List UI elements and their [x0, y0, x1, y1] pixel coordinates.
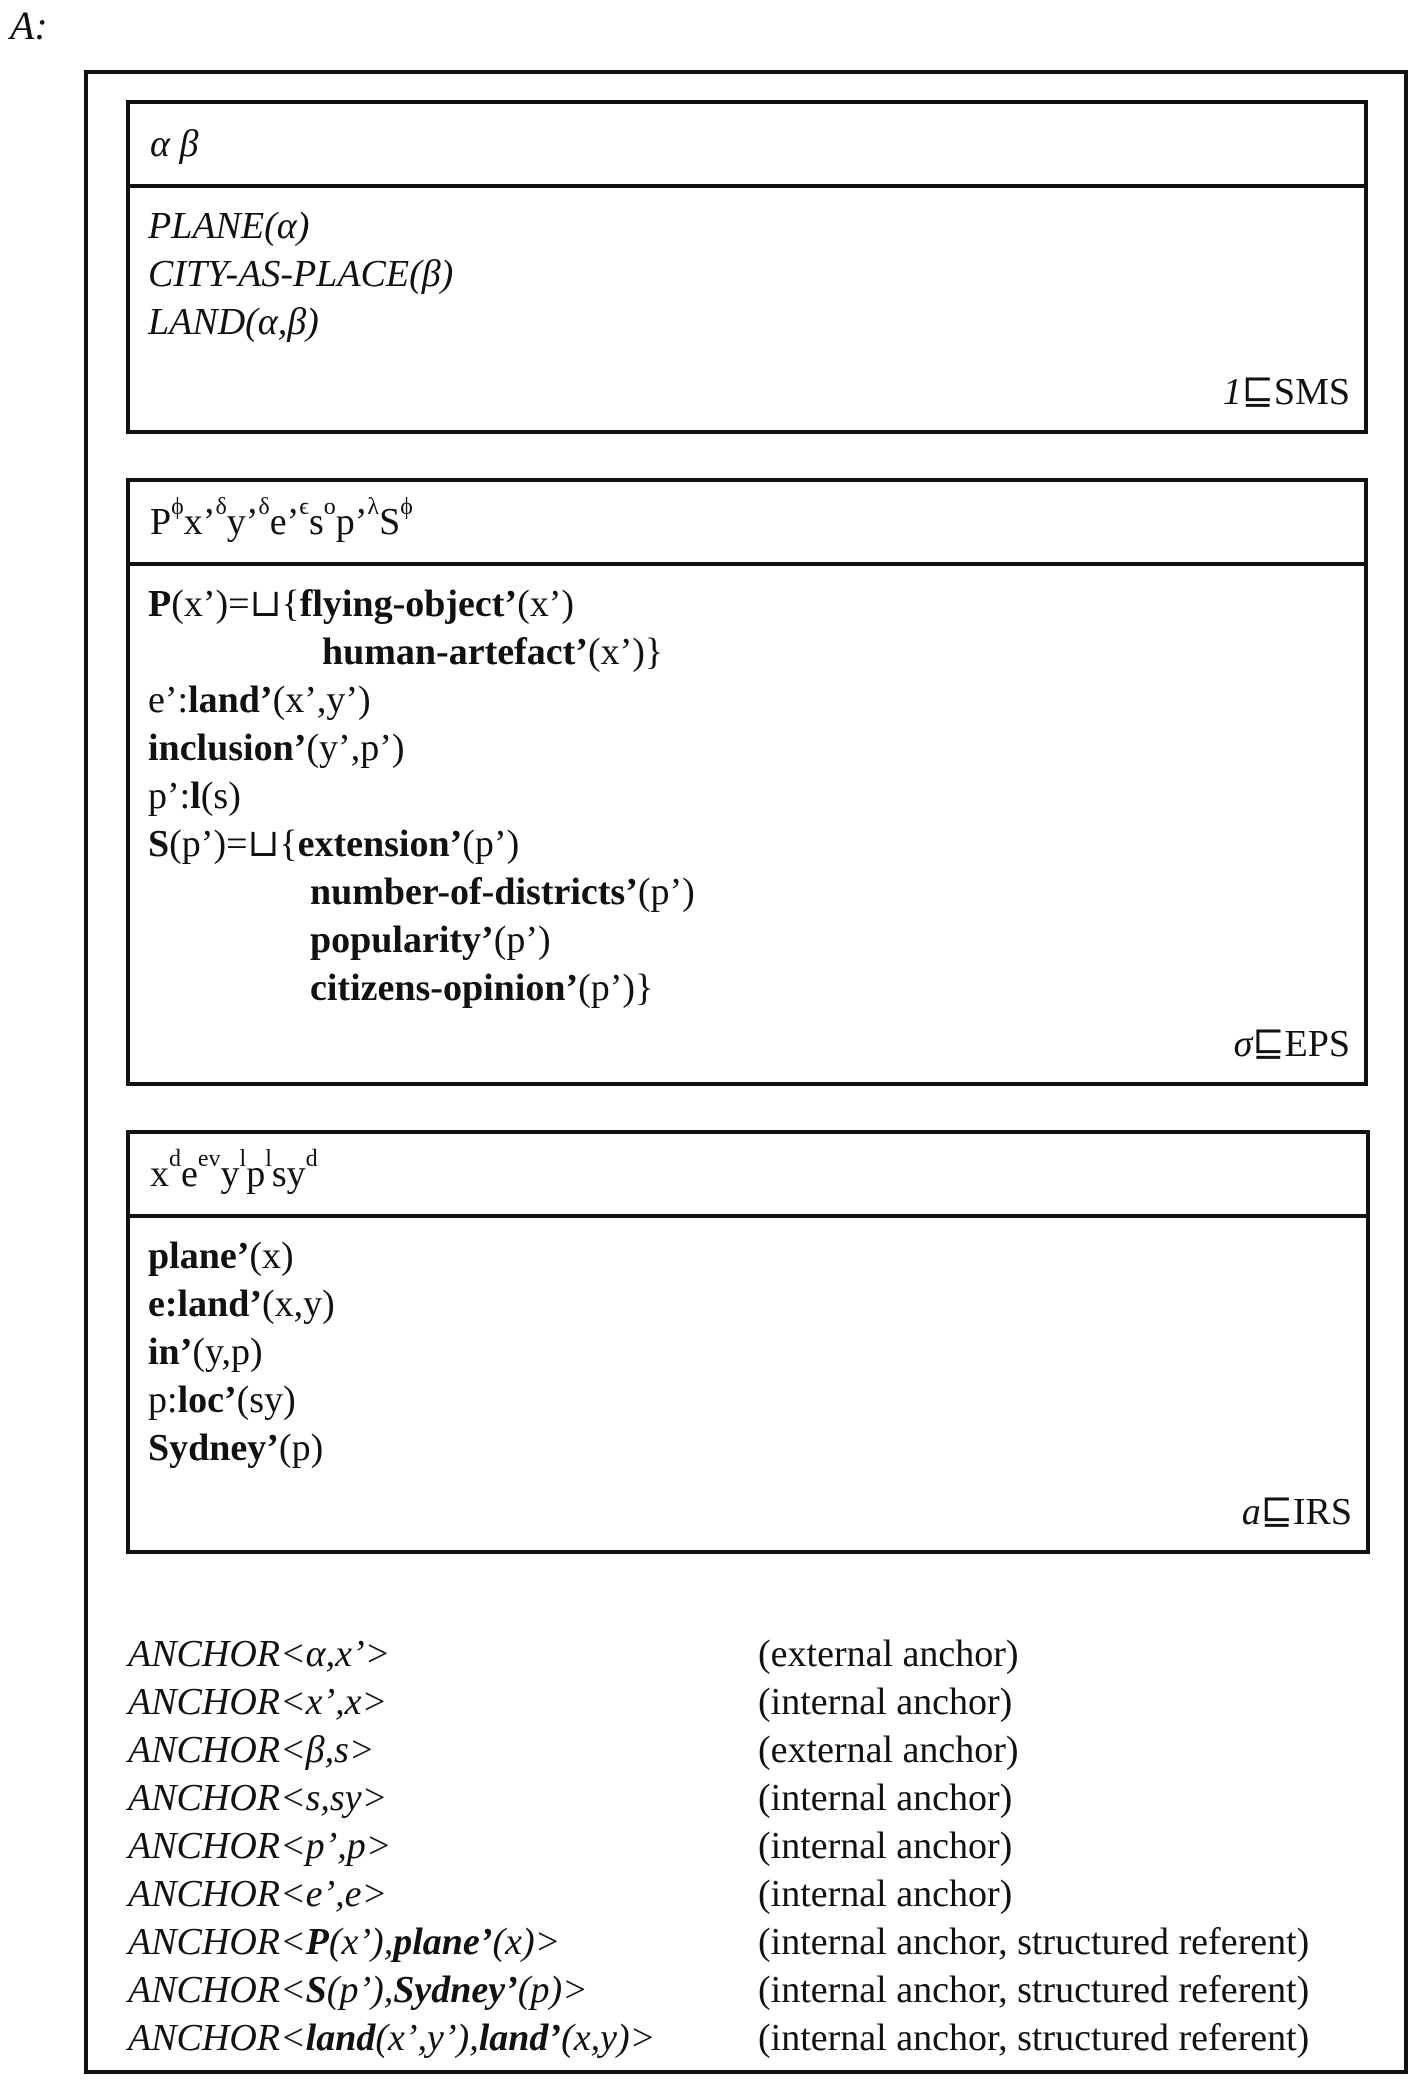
- eps-referent-type: ϕ: [171, 494, 184, 520]
- anchor-expression-part: ANCHOR<: [128, 1921, 306, 1963]
- anchor-type-note: (internal anchor, structured referent): [758, 1921, 1310, 1963]
- sms-universe: α β: [130, 104, 1364, 188]
- anchor-expression-part: ANCHOR<α,x’>: [128, 1633, 391, 1675]
- sms-tag: [1223, 369, 1350, 414]
- irs-condition-part: (sy): [236, 1379, 296, 1421]
- anchor-expression: [128, 1630, 758, 1678]
- irs-box: [126, 1130, 1370, 1554]
- irs-discourse-referent: $e^{ev}$: [181, 1146, 221, 1195]
- anchor-type-note: (internal anchor): [758, 1873, 1013, 1915]
- eps-condition-part: p’:: [148, 775, 191, 817]
- eps-condition-part: (x’)=⊔{: [171, 583, 300, 625]
- irs-condition-part: e:land’: [148, 1283, 262, 1325]
- anchor-expression-part: (x,y)>: [561, 2017, 656, 2059]
- irs-condition: [148, 1424, 1366, 1472]
- irs-condition-part: plane’: [148, 1235, 250, 1277]
- irs-condition-part: (x): [249, 1235, 294, 1277]
- anchor-expression-part: land: [305, 2017, 376, 2059]
- outer-drs-box: [84, 70, 1408, 2074]
- irs-referent-type: d: [305, 1146, 318, 1172]
- eps-referent-type: δ: [258, 494, 270, 520]
- irs-universe: [130, 1134, 1366, 1218]
- eps-conditions: [130, 566, 1364, 1012]
- eps-condition-part: land’: [188, 679, 273, 721]
- anchor-expression-part: land’: [478, 2017, 562, 2059]
- eps-condition-part: (p’): [637, 871, 695, 913]
- anchor-expression-part: ANCHOR<x’,x>: [128, 1681, 388, 1723]
- anchor-expression-part: P: [305, 1921, 329, 1963]
- anchor-type-note: (internal anchor): [758, 1777, 1013, 1819]
- anchor-list: [128, 1630, 1309, 2062]
- eps-condition-part: (s): [200, 775, 241, 817]
- irs-discourse-referent: $y^l$: [220, 1146, 247, 1195]
- eps-referent-type: δ: [215, 494, 227, 520]
- anchor-type-note: (external anchor): [758, 1633, 1019, 1675]
- anchor-row: [128, 1726, 1309, 1774]
- anchor-type-note: (external anchor): [758, 1729, 1019, 1771]
- eps-condition-part: (p’)}: [578, 967, 654, 1009]
- eps-condition: [148, 820, 1364, 868]
- eps-condition: [148, 724, 1364, 772]
- anchor-expression-part: ANCHOR<p’,p>: [128, 1825, 392, 1867]
- irs-discourse-referent: $x^d$: [150, 1146, 181, 1195]
- eps-condition-part: flying-object’: [299, 583, 518, 625]
- irs-condition-part: (y,p): [192, 1331, 263, 1373]
- irs-referent-type: ev: [197, 1146, 221, 1172]
- anchor-expression-part: (p)>: [517, 1969, 588, 2011]
- eps-condition-part: (x’): [517, 583, 575, 625]
- anchor-row: [128, 1822, 1309, 1870]
- irs-condition-part: (p): [278, 1427, 324, 1469]
- irs-condition-part: p:: [148, 1379, 178, 1421]
- eps-box: [126, 478, 1368, 1086]
- eps-condition-part: (p’): [493, 919, 551, 961]
- eps-condition: [148, 676, 1364, 724]
- eps-condition-part: l: [190, 775, 201, 817]
- eps-condition: [148, 868, 1364, 916]
- anchor-expression-part: (x’,y’),: [375, 2017, 479, 2059]
- irs-condition: [148, 1280, 1366, 1328]
- anchor-row: [128, 1774, 1309, 1822]
- irs-condition: [148, 1328, 1366, 1376]
- anchor-expression: [128, 1678, 758, 1726]
- anchor-row: [128, 1918, 1309, 1966]
- eps-referent-type: ϕ: [400, 494, 413, 520]
- eps-tag-suffix: ⊑EPS: [1252, 1023, 1350, 1065]
- eps-discourse-referent: x’$^\delta$: [183, 494, 227, 543]
- figure-label: A:: [10, 3, 48, 48]
- anchor-expression-part: (p’),: [326, 1969, 394, 2011]
- eps-tag-prefix: σ: [1233, 1023, 1253, 1065]
- anchor-expression: [128, 1918, 758, 1966]
- eps-discourse-referent: y’$^\delta$: [226, 494, 270, 543]
- irs-tag: [1242, 1489, 1352, 1534]
- eps-condition: [148, 916, 1364, 964]
- eps-condition-part: citizens-opinion’: [310, 967, 579, 1009]
- anchor-expression-part: ANCHOR<e’,e>: [128, 1873, 388, 1915]
- irs-conditions: [130, 1218, 1366, 1472]
- anchor-row: [128, 2014, 1309, 2062]
- irs-condition-part: Sydney’: [148, 1427, 279, 1469]
- eps-condition-part: (x’,y’): [272, 679, 371, 721]
- eps-condition-part: (y’,p’): [306, 727, 405, 769]
- eps-discourse-referent: $s^o$: [308, 494, 336, 543]
- eps-condition: [148, 580, 1364, 628]
- eps-condition: [148, 772, 1364, 820]
- anchor-row: [128, 1678, 1309, 1726]
- eps-referent-type: λ: [367, 494, 380, 520]
- anchor-expression: [128, 1822, 758, 1870]
- irs-condition-part: loc’: [177, 1379, 237, 1421]
- anchor-expression: [128, 1966, 758, 2014]
- eps-discourse-referent: $P^\phi$: [150, 494, 184, 543]
- irs-condition: [148, 1232, 1366, 1280]
- eps-discourse-referent: $S^\phi$: [379, 494, 413, 543]
- eps-condition-part: inclusion’: [148, 727, 307, 769]
- eps-condition-part: number-of-districts’: [310, 871, 638, 913]
- anchor-type-note: (internal anchor): [758, 1825, 1013, 1867]
- sms-box: [126, 100, 1368, 434]
- sms-tag-prefix: 1: [1222, 371, 1242, 413]
- irs-condition: [148, 1376, 1366, 1424]
- eps-discourse-referent: p’$^\lambda$: [335, 494, 380, 543]
- eps-condition-part: human-artefact’: [322, 631, 588, 673]
- anchor-row: [128, 1870, 1309, 1918]
- anchor-expression-part: plane’: [393, 1921, 493, 1963]
- anchor-expression-part: ANCHOR<: [128, 2017, 306, 2059]
- eps-condition-part: e’:: [148, 679, 189, 721]
- anchor-expression-part: S: [305, 1969, 327, 2011]
- irs-tag-prefix: a: [1241, 1491, 1261, 1533]
- irs-referent-type: d: [169, 1146, 181, 1172]
- eps-condition-part: (p’): [462, 823, 520, 865]
- eps-discourse-referent: e’$^\epsilon$: [269, 494, 309, 543]
- anchor-expression: [128, 2014, 758, 2062]
- eps-referent-type: o: [323, 494, 336, 520]
- anchor-expression-part: ANCHOR<: [128, 1969, 306, 2011]
- anchor-expression-part: (x)>: [492, 1921, 561, 1963]
- sms-tag-suffix: ⊑SMS: [1241, 371, 1350, 413]
- eps-condition-part: P: [148, 583, 172, 625]
- irs-condition-part: (x,y): [262, 1283, 335, 1325]
- irs-discourse-referent: $p^l$: [246, 1146, 272, 1195]
- sms-condition: PLANE(α): [148, 205, 310, 247]
- anchor-expression: [128, 1774, 758, 1822]
- eps-universe: [130, 482, 1364, 566]
- anchor-type-note: (internal anchor): [758, 1681, 1013, 1723]
- eps-condition-part: S: [148, 823, 170, 865]
- anchor-expression-part: ANCHOR<β,s>: [128, 1729, 375, 1771]
- anchor-expression: [128, 1870, 758, 1918]
- irs-condition-part: in’: [148, 1331, 193, 1373]
- irs-discourse-referent: $sy^d$: [271, 1146, 318, 1195]
- eps-tag: [1234, 1021, 1350, 1066]
- anchor-type-note: (internal anchor, structured referent): [758, 1969, 1310, 2011]
- anchor-expression-part: (x’),: [328, 1921, 394, 1963]
- eps-referent-type: ϵ: [299, 494, 309, 520]
- eps-condition: [148, 628, 1364, 676]
- eps-condition-part: popularity’: [310, 919, 494, 961]
- irs-tag-suffix: ⊑IRS: [1260, 1491, 1352, 1533]
- eps-condition-part: (x’)}: [587, 631, 664, 673]
- eps-condition-part: extension’: [297, 823, 463, 865]
- anchor-expression-part: ANCHOR<s,sy>: [128, 1777, 388, 1819]
- anchor-row: [128, 1966, 1309, 2014]
- anchor-expression: [128, 1726, 758, 1774]
- sms-condition: LAND(α,β): [148, 301, 319, 343]
- eps-condition-part: (p’)=⊔{: [169, 823, 298, 865]
- eps-condition: [148, 964, 1364, 1012]
- irs-referent-type: l: [239, 1146, 247, 1172]
- sms-condition: CITY-AS-PLACE(β): [148, 253, 454, 295]
- anchor-row: [128, 1630, 1309, 1678]
- anchor-type-note: (internal anchor, structured referent): [758, 2017, 1310, 2059]
- sms-conditions: [130, 188, 1364, 346]
- anchor-expression-part: Sydney’: [393, 1969, 518, 2011]
- irs-referent-type: l: [265, 1146, 272, 1172]
